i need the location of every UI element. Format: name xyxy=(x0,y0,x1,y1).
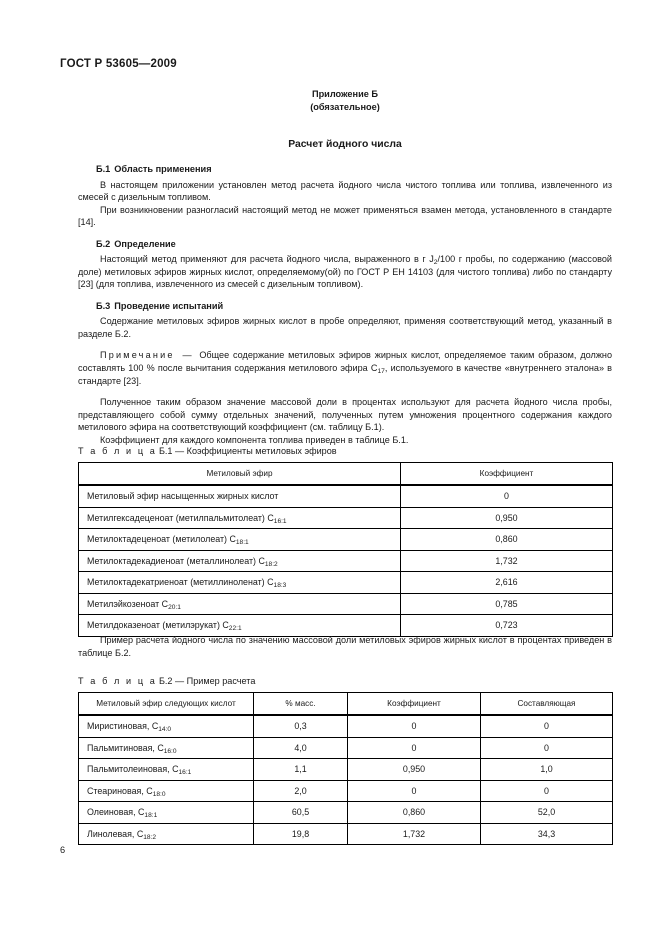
cell-subscript: 16:0 xyxy=(163,747,177,755)
table-b2-caption-title: Пример расчета xyxy=(186,676,256,686)
cell-subscript: 16:1 xyxy=(273,517,287,525)
table-row xyxy=(79,485,613,507)
table-b2-body xyxy=(79,715,613,845)
note-dash: — xyxy=(182,350,192,361)
table-cell-name xyxy=(79,715,254,737)
table-cell-coefficient: 0,860 xyxy=(401,529,613,551)
table-cell-coefficient: 0 xyxy=(401,485,613,507)
cell-text: Миристиновая, C xyxy=(87,721,159,732)
table-b2-col-component: Составляющая xyxy=(481,693,613,716)
table-cell-coefficient: 1,732 xyxy=(348,823,481,845)
table-b1-body xyxy=(79,485,613,636)
table-cell-mass: 1,1 xyxy=(254,759,348,781)
table-row xyxy=(79,593,613,615)
cell-text: Метилоктадеценоат (метилолеат) C xyxy=(87,534,236,545)
table-cell-mass: 19,8 xyxy=(254,823,348,845)
table-row xyxy=(79,572,613,594)
table-cell-name xyxy=(79,780,254,802)
table-b1-caption xyxy=(78,446,612,456)
table-cell-mass: 60,5 xyxy=(254,802,348,824)
table-row xyxy=(79,615,613,637)
cell-text: Метиловый эфир насыщенных жирных кислот xyxy=(87,491,279,502)
table-b1-col-ester: Метиловый эфир xyxy=(79,463,401,486)
table-cell-name xyxy=(79,550,401,572)
paragraph-b1-2: При возникновении разногласий настоящий метод не может применяться взамен метода, установленного в стандарте [14]. xyxy=(78,204,612,228)
table-cell-name xyxy=(79,529,401,551)
table-cell-component: 0 xyxy=(481,780,613,802)
table-cell-coefficient: 0,860 xyxy=(348,802,481,824)
cell-text: Метилдоказеноат (метилэрукат) C xyxy=(87,620,229,631)
table-row xyxy=(79,737,613,759)
section-number-b3: Б.3 xyxy=(96,300,111,311)
paragraph-between-tables: Пример расчета йодного числа по значению массовой доли метиловых эфиров жирных кислот в процентах приведен в таблице Б.2. xyxy=(78,635,612,658)
paragraph-b3-3: Коэффициент для каждого компонента топлива приведен в таблице Б.1. xyxy=(100,434,409,445)
document-header: ГОСТ Р 53605—2009 xyxy=(60,58,177,70)
annex-heading-block xyxy=(78,88,612,114)
cell-subscript: 18:3 xyxy=(273,582,287,590)
table-row xyxy=(79,780,613,802)
cell-text: Стеариновая, C xyxy=(87,785,153,796)
table-cell-coefficient: 0,723 xyxy=(401,615,613,637)
table-b2-col-acid: Метиловый эфир следующих кислот xyxy=(79,693,254,716)
table-b2-caption-number: Б.2 xyxy=(158,676,173,686)
cell-subscript: 18:2 xyxy=(143,833,157,841)
table-cell-component: 52,0 xyxy=(481,802,613,824)
table-row xyxy=(79,715,613,737)
table-cell-component: 0 xyxy=(481,715,613,737)
table-cell-name xyxy=(79,507,401,529)
table-cell-component: 0 xyxy=(481,737,613,759)
table-row xyxy=(79,507,613,529)
cell-text: Пальмитолеиновая, C xyxy=(87,764,179,775)
between-tables-text xyxy=(78,634,612,659)
formula-subscript-j2: 2 xyxy=(433,259,438,267)
table-b1 xyxy=(78,462,613,637)
table-b1-caption-word: Т а б л и ц а xyxy=(78,446,157,456)
table-row xyxy=(79,529,613,551)
table-cell-name xyxy=(79,802,254,824)
cell-text: Метилэйкозеноат C xyxy=(87,598,169,609)
table-cell-coefficient: 0,950 xyxy=(401,507,613,529)
section-heading-b2 xyxy=(96,238,612,251)
section-number-b1: Б.1 xyxy=(96,164,111,174)
cell-subscript: 22:1 xyxy=(228,625,242,633)
cell-text: Метилгексадеценоат (метилпальмитолеат) C xyxy=(87,512,274,523)
table-b1-col-coefficient: Коэффициент xyxy=(401,463,613,486)
note-paragraph xyxy=(78,349,612,387)
table-b1-header-row xyxy=(79,463,613,486)
annex-title: Расчет йодного числа xyxy=(288,139,402,150)
table-cell-coefficient: 0 xyxy=(348,780,481,802)
table-row xyxy=(79,823,613,845)
cell-subscript: 18:2 xyxy=(264,560,278,568)
note-text-part2: , используемого в качестве «внутреннего эталона» в стандарте [23]. xyxy=(78,362,612,386)
table-cell-coefficient: 0 xyxy=(348,737,481,759)
table-cell-mass: 4,0 xyxy=(254,737,348,759)
paragraph-b2-1-part1: Настоящий метод применяют для расчета йодного числа, выраженного в г J xyxy=(100,254,434,265)
note-label: Примечание xyxy=(100,350,175,361)
table-cell-name xyxy=(79,615,401,637)
table-cell-name xyxy=(79,593,401,615)
paragraph-b2-1-part2: /100 г пробы, по содержанию (массовой доле) метиловых эфиров жирных кислот, определяемому(ой) по ГОСТ Р ЕН 14103 (для чистого топлива) либо по стандарту [23] (для топлива, извлеченного из смесей с дизельным топливом). xyxy=(78,254,613,290)
cell-subscript: 20:1 xyxy=(168,603,181,611)
cell-text: Линолевая, C xyxy=(87,828,144,839)
paragraph-b3-2: Полученное таким образом значение массовой доли в процентах используют для расчета йодного числа пробы, представляющего собой сумму отдельных значений, полученных путем умножения процентного содержания каждого метилового эфира на соответствующий коэффициент (см. таблицу Б.1). xyxy=(78,397,612,433)
paragraph-b1-1: В настоящем приложении установлен метод расчета йодного числа чистого топлива или топлива, извлеченного из смесей с дизельным топливом. xyxy=(78,179,612,203)
table-cell-mass: 0,3 xyxy=(254,715,348,737)
table-b1-block xyxy=(78,446,612,637)
document-body xyxy=(78,163,612,446)
formula-subscript-c17: 17 xyxy=(377,367,385,375)
section-heading-b3 xyxy=(96,300,612,313)
table-row xyxy=(79,759,613,781)
cell-subscript: 18:1 xyxy=(235,539,249,547)
annex-label: Приложение Б xyxy=(311,89,379,99)
table-b1-caption-title: Коэффициенты метиловых эфиров xyxy=(186,446,337,456)
table-cell-name xyxy=(79,759,254,781)
section-title-b2: Определение xyxy=(114,238,176,249)
cell-subscript: 16:1 xyxy=(178,769,192,777)
section-number-b2: Б.2 xyxy=(96,238,111,249)
table-row xyxy=(79,802,613,824)
table-b1-caption-number: Б.1 xyxy=(158,446,173,456)
cell-text: Метилоктадекатриеноат (метиллиноленат) C xyxy=(87,577,274,588)
note-text-part1: Общее содержание метиловых эфиров жирных кислот, определяемое таким образом, должно составлять 100 % после вычитания содержания метилового эфира C xyxy=(78,350,612,373)
table-cell-component: 1,0 xyxy=(481,759,613,781)
table-b2-col-mass: % масс. xyxy=(254,693,348,716)
table-cell-coefficient: 0,785 xyxy=(401,593,613,615)
table-cell-coefficient: 0 xyxy=(348,715,481,737)
annex-status: (обязательное) xyxy=(310,102,380,112)
table-cell-name xyxy=(79,485,401,507)
table-cell-name xyxy=(79,737,254,759)
cell-subscript: 18:0 xyxy=(152,790,166,798)
cell-text: Олеиновая, C xyxy=(87,807,145,818)
table-b2 xyxy=(78,692,613,845)
table-cell-coefficient: 2,616 xyxy=(401,572,613,594)
section-title-b1: Область применения xyxy=(114,164,212,174)
table-b2-block xyxy=(78,676,612,845)
table-b1-caption-dash: — xyxy=(175,446,185,456)
cell-subscript: 14:0 xyxy=(158,726,172,734)
table-b2-caption-word: Т а б л и ц а xyxy=(78,676,157,686)
table-b2-caption xyxy=(78,676,612,686)
paragraph-b3-1: Содержание метиловых эфиров жирных кислот в пробе определяют, применяя соответствующий метод, указанный в разделе Б.2. xyxy=(78,316,612,339)
page-number: 6 xyxy=(60,845,66,855)
cell-text: Метилоктадекадиеноат (металлинолеат) C xyxy=(87,555,265,566)
table-b2-header-row xyxy=(79,693,613,716)
cell-subscript: 18:1 xyxy=(144,812,158,820)
table-b2-caption-dash: — xyxy=(175,676,185,686)
paragraph-b2-1 xyxy=(78,253,612,291)
cell-text: Пальмитиновая, C xyxy=(87,742,164,753)
table-b2-col-coefficient: Коэффициент xyxy=(348,693,481,716)
section-title-b3: Проведение испытаний xyxy=(114,300,224,311)
section-heading-b1 xyxy=(96,163,612,176)
table-row xyxy=(79,550,613,572)
table-cell-coefficient: 0,950 xyxy=(348,759,481,781)
table-cell-coefficient: 1,732 xyxy=(401,550,613,572)
table-cell-name xyxy=(79,572,401,594)
table-cell-name xyxy=(79,823,254,845)
table-cell-mass: 2,0 xyxy=(254,780,348,802)
table-cell-component: 34,3 xyxy=(481,823,613,845)
